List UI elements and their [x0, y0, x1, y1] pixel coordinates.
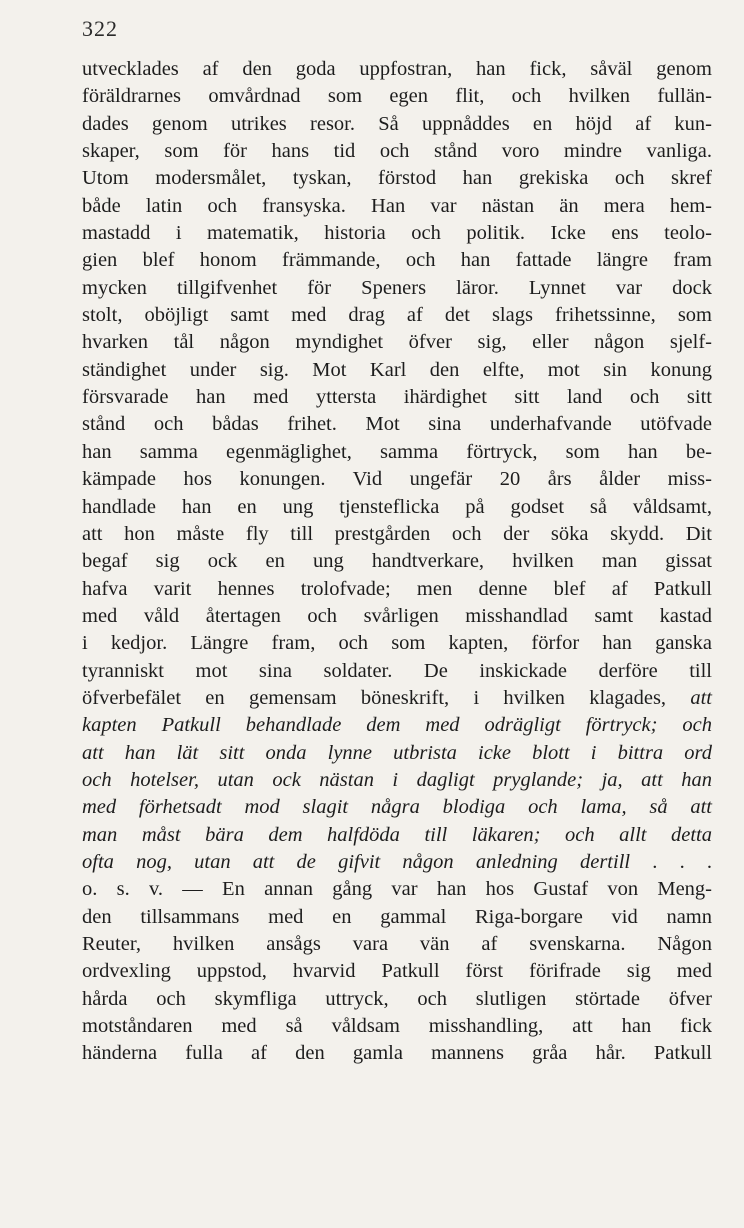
text-segment: man måst bära dem halfdöda till läkaren; och allt detta — [82, 823, 712, 846]
text-segment: ofta nog, utan att de gifvit någon anledning dertill — [82, 850, 631, 873]
text-line — [82, 1040, 712, 1067]
text-line — [82, 193, 712, 220]
text-line — [82, 958, 712, 985]
text-line — [82, 411, 712, 438]
text-segment: mycken tillgifvenhet för Speners läror. Lynnet var dock — [82, 276, 712, 299]
text-line — [82, 767, 712, 794]
text-line — [82, 439, 712, 466]
text-line — [82, 630, 712, 657]
body-text — [82, 56, 712, 1068]
text-segment: utvecklades af den goda uppfostran, han fick, såväl genom — [82, 58, 712, 80]
text-segment: och hotelser, utan ock nästan i dagligt pryglande; ja, att han — [82, 768, 712, 791]
text-segment: o. s. v. — En annan gång var han hos Gustaf von Meng- — [82, 878, 712, 901]
text-line — [82, 603, 712, 630]
text-line — [82, 247, 712, 274]
text-line — [82, 138, 712, 165]
text-segment: han samma egenmäglighet, samma förtryck, som han be- — [82, 440, 712, 463]
text-line — [82, 740, 712, 767]
text-segment: att — [690, 686, 712, 709]
text-segment: stånd och bådas frihet. Mot sina underhafvande utöfvade — [82, 413, 712, 436]
text-line — [82, 876, 712, 903]
text-segment: med förhetsadt mod slagit några blodiga och lama, så att — [82, 796, 712, 819]
text-segment: både latin och fransyska. Han var nästan än mera hem- — [82, 194, 712, 217]
text-segment: stolt, oböjligt samt med drag af det slags frihetssinne, som — [82, 304, 712, 327]
text-segment: föräldrarnes omvårdnad som egen flit, och hvilken fullän- — [82, 85, 712, 108]
text-line — [82, 1013, 712, 1040]
text-line — [82, 712, 712, 739]
text-line — [82, 494, 712, 521]
text-segment: med våld återtagen och svårligen misshandlad samt kastad — [82, 604, 712, 627]
text-line — [82, 685, 712, 712]
text-line — [82, 849, 712, 876]
text-line — [82, 56, 712, 83]
page-number: 322 — [82, 16, 118, 41]
text-segment: händerna fulla af den gamla mannens gråa hår. Patkull — [82, 1042, 712, 1065]
text-segment: den tillsammans med en gammal Riga-borgare vid namn — [82, 905, 712, 928]
text-segment: försvarade han med yttersta ihärdighet sitt land och sitt — [82, 386, 712, 409]
text-line — [82, 822, 712, 849]
text-segment: begaf sig ock en ung handtverkare, hvilken man gissat — [82, 550, 712, 573]
text-segment: dades genom utrikes resor. Så uppnåddes en höjd af kun- — [82, 112, 712, 135]
text-line — [82, 904, 712, 931]
text-segment: Utom modersmålet, tyskan, förstod han grekiska och skref — [82, 167, 712, 190]
text-line — [82, 357, 712, 384]
text-line — [82, 111, 712, 138]
text-segment: skaper, som för hans tid och stånd voro mindre vanliga. — [82, 140, 712, 163]
text-segment: kämpade hos konungen. Vid ungefär 20 års ålder miss- — [82, 468, 712, 491]
text-line — [82, 521, 712, 548]
text-line — [82, 165, 712, 192]
text-segment: ständighet under sig. Mot Karl den elfte, mot sin konung — [82, 358, 712, 381]
text-segment: . . . — [630, 850, 712, 873]
text-line — [82, 658, 712, 685]
text-line — [82, 576, 712, 603]
text-segment: ordvexling uppstod, hvarvid Patkull först förifrade sig med — [82, 960, 712, 983]
text-line — [82, 548, 712, 575]
text-segment: kapten Patkull behandlade dem med odrägligt förtryck; och — [82, 714, 712, 737]
text-segment: hvarken tål någon myndighet öfver sig, eller någon sjelf- — [82, 331, 712, 354]
text-segment: hafva varit hennes trolofvade; men denne blef af Patkull — [82, 577, 712, 600]
text-segment: mastadd i matematik, historia och politik. Icke ens teolo- — [82, 222, 712, 245]
text-segment: gien blef honom främmande, och han fattade längre fram — [82, 249, 712, 272]
text-segment: Reuter, hvilken ansågs vara vän af svenskarna. Någon — [82, 933, 712, 955]
text-line — [82, 931, 712, 958]
text-line — [82, 466, 712, 493]
text-segment: tyranniskt mot sina soldater. De inskickade derföre till — [82, 659, 712, 682]
text-line — [82, 275, 712, 302]
text-line — [82, 302, 712, 329]
text-segment: i kedjor. Längre fram, och som kapten, förfor han ganska — [82, 632, 712, 655]
text-segment: öfverbefälet en gemensam böneskrift, i hvilken klagades, — [82, 686, 691, 709]
text-segment: handlade han en ung tjensteflicka på godset så våldsamt, — [82, 495, 712, 518]
text-segment: att hon måste fly till prestgården och der söka skydd. Dit — [82, 522, 712, 545]
text-line — [82, 83, 712, 110]
text-segment: att han lät sitt onda lynne utbrista icke blott i bittra ord — [82, 741, 712, 764]
text-line — [82, 220, 712, 247]
text-line — [82, 986, 712, 1013]
text-line — [82, 384, 712, 411]
text-line — [82, 794, 712, 821]
text-segment: hårda och skymfliga uttryck, och slutligen störtade öfver — [82, 987, 712, 1010]
text-line — [82, 329, 712, 356]
text-segment: motståndaren med så våldsam misshandling, att han fick — [82, 1015, 712, 1038]
